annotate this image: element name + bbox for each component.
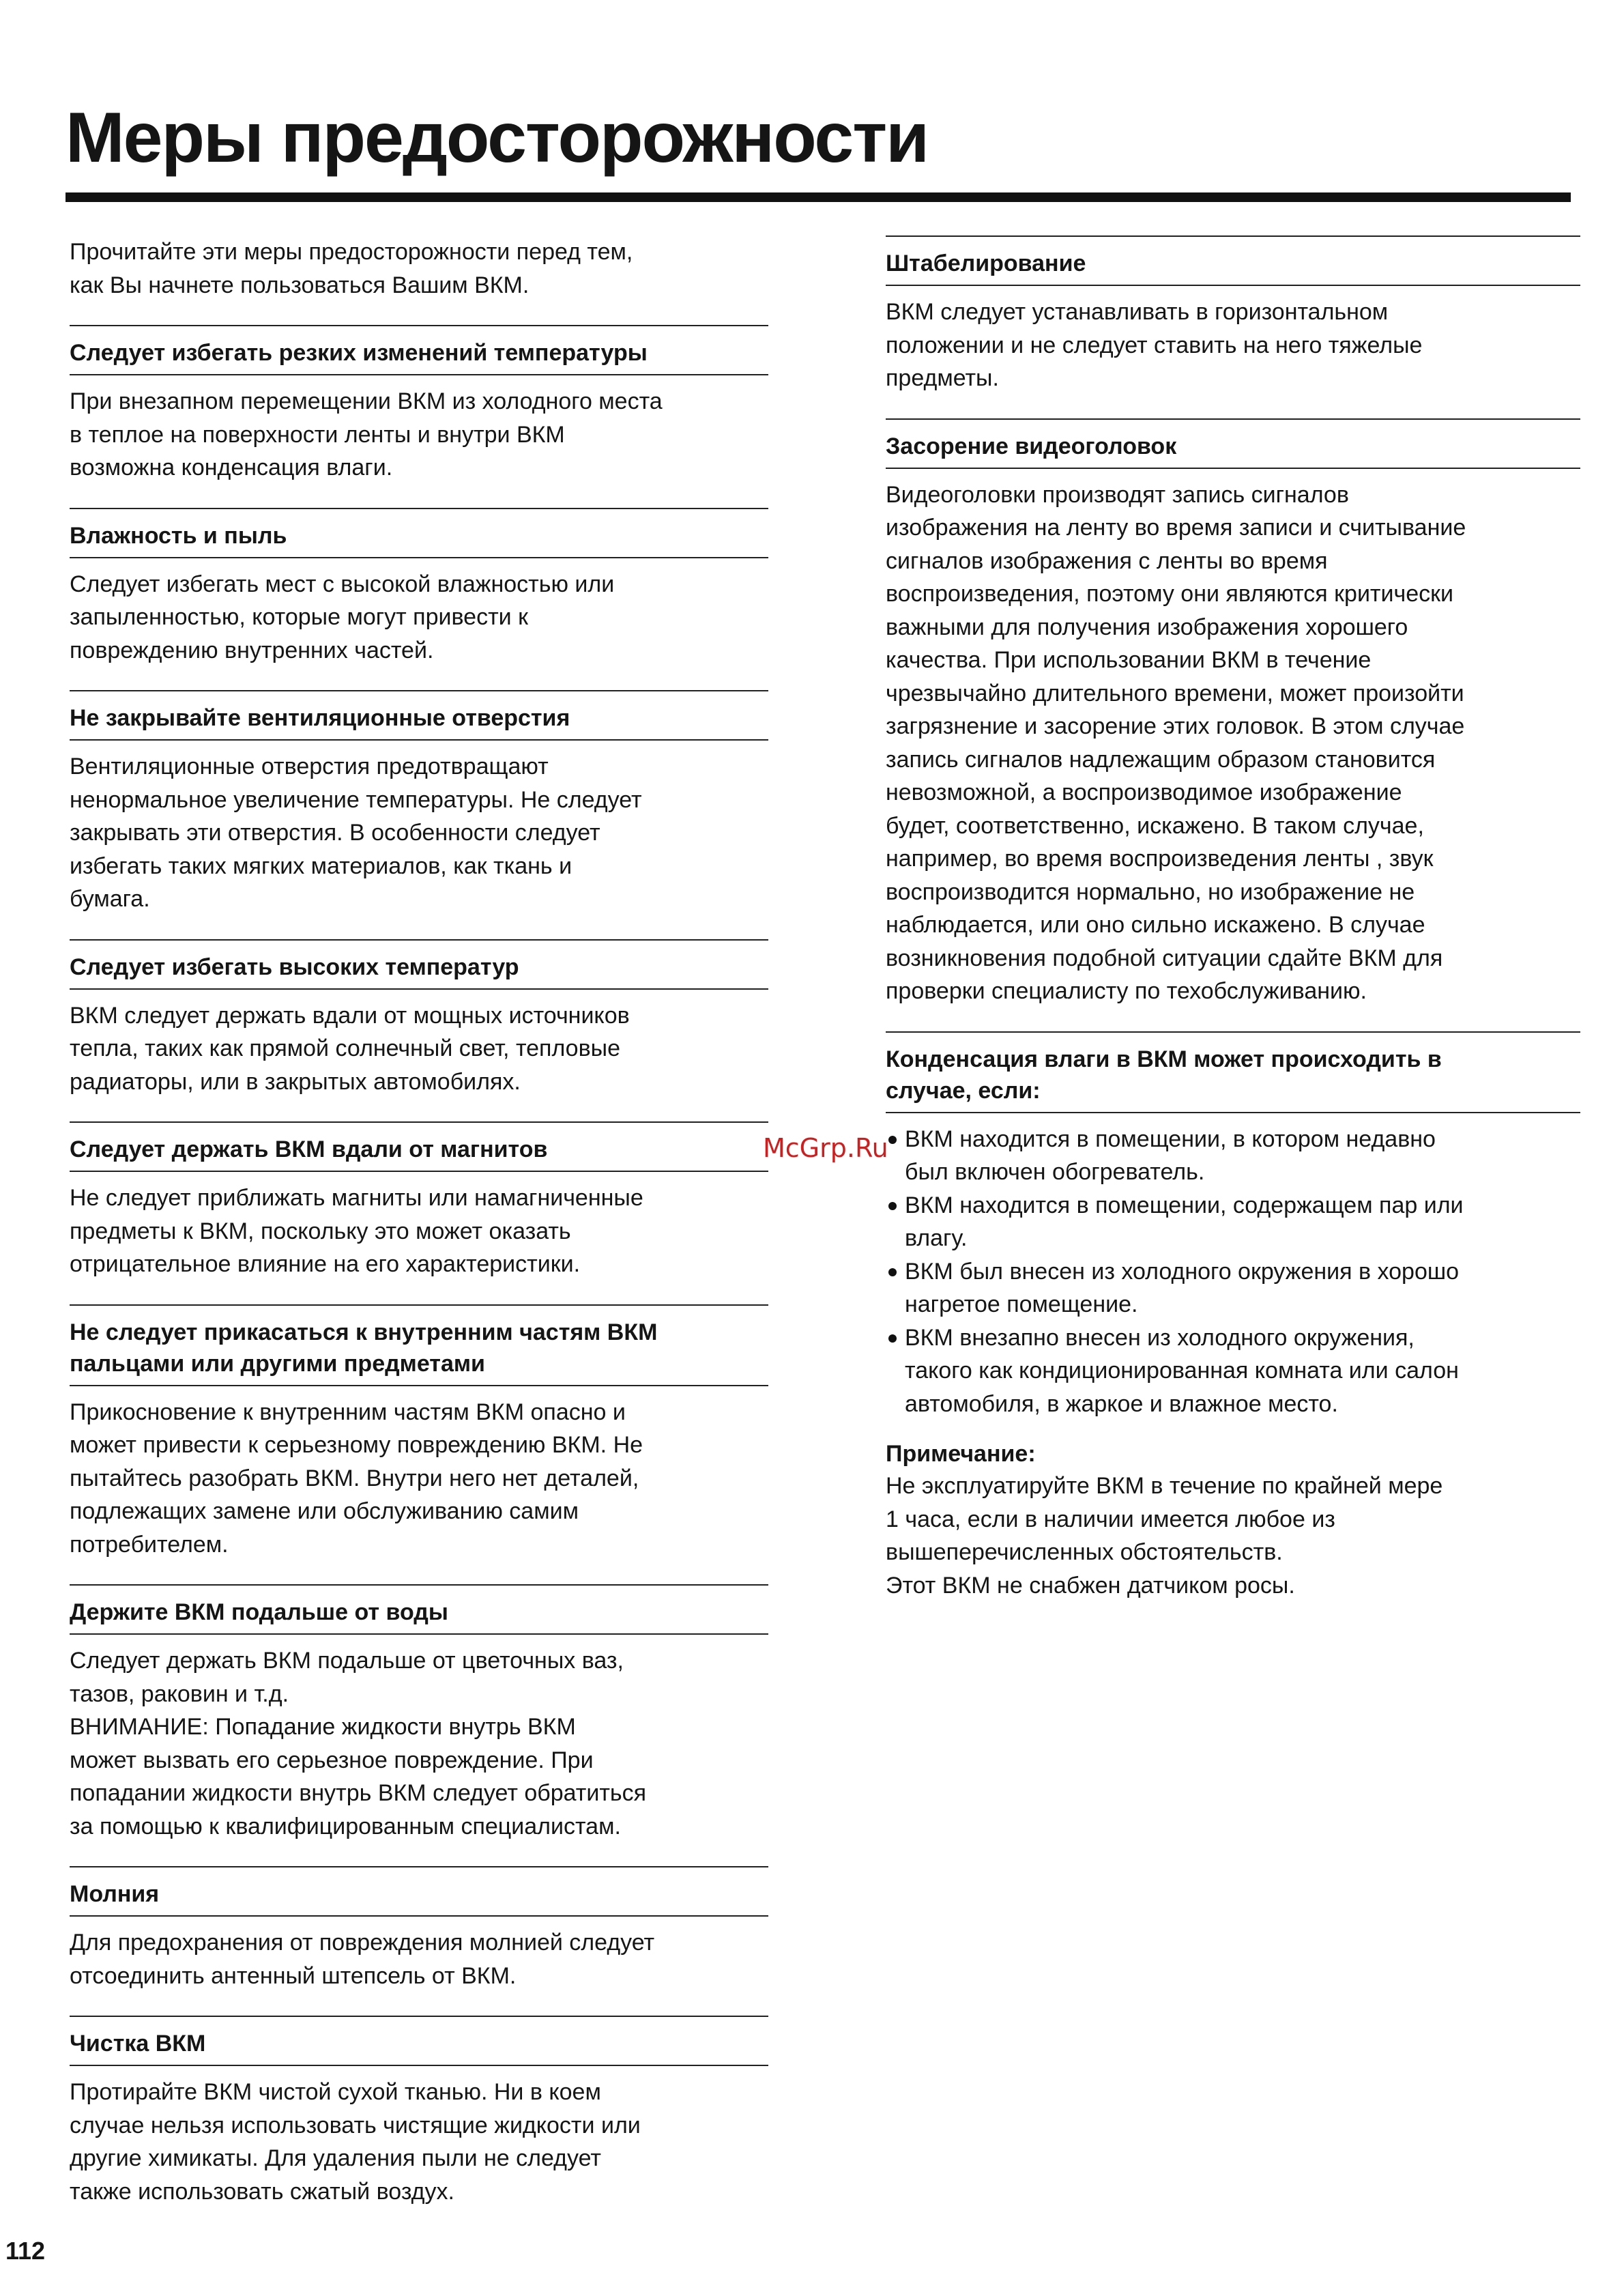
page-number: 112 — [5, 2237, 46, 2265]
section-heading-bar — [70, 1304, 768, 1386]
section-heading: Следует держать ВКМ вдали от магнитов — [70, 1136, 548, 1162]
section-head-clogging — [886, 418, 1580, 1008]
watermark-link[interactable]: McGrp.Ru — [763, 1133, 888, 1163]
section-condensation — [886, 1031, 1580, 1603]
bullet-icon — [888, 1268, 897, 1276]
section-heading: Молния — [70, 1881, 160, 1907]
section-heading-bar — [886, 418, 1580, 469]
section-body: Не следует приближать магниты или намагниченные предметы к ВКМ, поскольку это может оказать отрицательное влияние на его характеристики. — [70, 1185, 643, 1277]
section-heading-bar — [70, 939, 768, 990]
section-body: Протирайте ВКМ чистой сухой тканью. Ни в коем случае нельзя использовать чистящие жидкости или другие химикаты. Для удаления пыли не следует также использовать сжатый воздух. — [70, 2079, 641, 2205]
bullet-icon — [888, 1136, 897, 1144]
section-magnets — [70, 1121, 768, 1281]
section-body: Следует держать ВКМ подальше от цветочных ваз, тазов, раковин и т.д. ВНИМАНИЕ: Попадание жидкости внутрь ВКМ может вызвать его серьезное повреждение. При попадании жидкости внутрь ВКМ следует обратиться за помощью к квалифицированным специалистам. — [70, 1648, 647, 1839]
section-body: Прикосновение к внутренним частям ВКМ опасно и может привести к серьезному повреждению ВКМ. Не пытайтесь разобрать ВКМ. Внутри него нет деталей, подлежащих замене или обслуживанию самим потребителем. — [70, 1399, 643, 1558]
section-water — [70, 1584, 768, 1843]
section-lightning — [70, 1866, 768, 1992]
section-heading-bar — [886, 235, 1580, 286]
list-item-text: ВКМ был внесен из холодного окружения в хорошо нагретое помещение. — [905, 1258, 1460, 1317]
section-body: Для предохранения от повреждения молнией следует отсоединить антенный штепсель от ВКМ. — [70, 1930, 655, 1989]
section-heading: Конденсация влаги в ВКМ может происходить в случае, если: — [886, 1046, 1442, 1104]
section-internal-parts — [70, 1304, 768, 1562]
list-item-text: ВКМ находится в помещении, содержащем пар или влагу. — [905, 1192, 1464, 1251]
section-heading: Не закрывайте вентиляционные отверстия — [70, 705, 570, 731]
list-item-text: ВКМ находится в помещении, в котором недавно был включен обогреватель. — [905, 1126, 1436, 1185]
section-humidity-dust — [70, 508, 768, 668]
section-ventilation — [70, 690, 768, 916]
bullet-icon — [888, 1202, 897, 1210]
left-column — [70, 235, 768, 2208]
list-item-text: ВКМ внезапно внесен из холодного окружения, такого как кондиционированная комната или салон автомобиля, в жаркое и влажное место. — [905, 1324, 1459, 1417]
section-heading-bar — [70, 2016, 768, 2066]
right-column — [886, 235, 1580, 1602]
list-item — [886, 1321, 1580, 1421]
section-heading-bar — [70, 1584, 768, 1635]
section-heading: Чистка ВКМ — [70, 2031, 206, 2057]
section-heading: Держите ВКМ подальше от воды — [70, 1599, 448, 1625]
section-heading-bar — [70, 325, 768, 375]
section-heading-bar — [70, 1866, 768, 1917]
intro-text: Прочитайте эти меры предосторожности перед тем, как Вы начнете пользоваться Вашим ВКМ. — [70, 239, 633, 298]
section-heading: Влажность и пыль — [70, 522, 287, 549]
section-body: Вентиляционные отверстия предотвращают ненормальное увеличение температуры. Не следует закрывать эти отверстия. В особенности следует избегать таких мягких материалов, как ткань и бумага. — [70, 754, 642, 912]
condensation-list — [886, 1123, 1580, 1421]
page-title: Меры предосторожности — [66, 98, 929, 177]
note-title: Примечание: — [886, 1441, 1036, 1467]
title-rule — [66, 192, 1571, 202]
section-heading-bar — [70, 508, 768, 558]
section-heading: Не следует прикасаться к внутренним частям ВКМ пальцами или другими предметами — [70, 1319, 658, 1377]
bullet-icon — [888, 1334, 897, 1343]
section-body: Видеоголовки производят запись сигналов изображения на ленту во время записи и считывание сигналов изображения с ленты во время воспроизведения, поэтому они являются критически важными для получения изображения хорошего качества. При использовании ВКМ в течение чрезвычайно длительного времени, может произойти загрязнение и засорение этих головок. В этом случае запись сигналов надлежащим образом становится невозможной, а воспроизводимое изображение будет, соответственно, искажено. В таком случае, например, во время воспроизведения ленты , звук воспроизводится нормально, но изображение не наблюдается, или оно сильно искажено. В случае возникновения подобной ситуации сдайте ВКМ для проверки специалисту по техобслуживанию. — [886, 481, 1466, 1004]
note-body: Не эксплуатируйте ВКМ в течение по крайней мере 1 часа, если в наличии имеется любое из вышеперечисленных обстоятельств. Этот ВКМ не снабжен датчиком росы. — [886, 1473, 1443, 1599]
section-cleaning — [70, 2016, 768, 2208]
section-body: ВКМ следует держать вдали от мощных источников тепла, таких как прямой солнечный свет, тепловые радиаторы, или в закрытых автомобилях. — [70, 1002, 630, 1095]
list-item — [886, 1189, 1580, 1255]
section-heading: Штабелирование — [886, 250, 1086, 276]
section-heading: Следует избегать высоких температур — [70, 954, 519, 980]
section-stacking — [886, 235, 1580, 395]
section-body: Следует избегать мест с высокой влажностью или запыленностью, которые могут привести к повреждению внутренних частей. — [70, 571, 615, 663]
list-item — [886, 1123, 1580, 1189]
section-heading-bar — [70, 1121, 768, 1172]
list-item — [886, 1255, 1580, 1321]
section-heading: Следует избегать резких изменений температуры — [70, 340, 648, 366]
section-body: При внезапном перемещении ВКМ из холодного места в теплое на поверхности ленты и внутри ВКМ возможна конденсация влаги. — [70, 388, 663, 481]
section-temperature-changes — [70, 325, 768, 485]
section-heading-bar — [70, 690, 768, 741]
section-body: ВКМ следует устанавливать в горизонтальном положении и не следует ставить на него тяжелые предметы. — [886, 299, 1423, 391]
section-heading: Засорение видеоголовок — [886, 433, 1177, 459]
section-heading-bar — [886, 1031, 1580, 1113]
section-high-temperature — [70, 939, 768, 1099]
